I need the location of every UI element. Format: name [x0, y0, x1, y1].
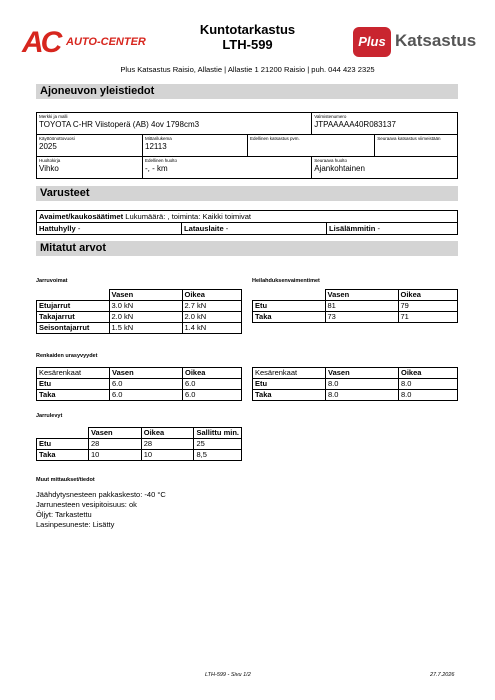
- brakes-cell: 2.7 kN: [182, 301, 242, 312]
- discs-row-label: Etu: [37, 439, 89, 450]
- hat-shelf-value: -: [77, 224, 81, 233]
- shocks-row-label: Taka: [253, 312, 326, 323]
- table-row: [37, 390, 242, 401]
- brakes-header-right: Oikea: [182, 290, 242, 301]
- section-general-heading: Ajoneuvon yleistiedot: [36, 84, 458, 99]
- tread2-cell: 8.0: [326, 379, 399, 390]
- table-row: [37, 301, 242, 312]
- shocks-row-label: Etu: [253, 301, 326, 312]
- discs-cell: 10: [88, 450, 141, 461]
- tread2-cell: 8.0: [399, 390, 458, 401]
- make-model-label: Merkki ja malli: [39, 114, 68, 119]
- table-row: [253, 312, 458, 323]
- auto-center-logo-text: AUTO-CENTER: [66, 36, 146, 48]
- table-row: [253, 390, 458, 401]
- keys-value: Lukumäärä: , toiminta: Kaikki toimivat: [125, 212, 252, 221]
- charger-value: -: [225, 224, 229, 233]
- table-row: [37, 439, 242, 450]
- brakes-cell: 2.0 kN: [109, 312, 182, 323]
- table-row: [37, 312, 242, 323]
- section-equipment-heading: Varusteet: [36, 186, 458, 201]
- tread2-row-label: Etu: [253, 379, 326, 390]
- discs-cell: 25: [194, 439, 242, 450]
- next-service-label: Seuraava huolto: [314, 158, 347, 163]
- prev-service-value: -, - km: [145, 164, 168, 173]
- tread2-row-label: Taka: [253, 390, 326, 401]
- tread2-cell: 8.0: [326, 390, 399, 401]
- auto-center-logo: [22, 26, 152, 62]
- discs-cell: 8,5: [194, 450, 242, 461]
- hat-shelf-cell: [37, 223, 182, 235]
- note-line: Jäähdytysnesteen pakkaskesto: -40 °C: [36, 490, 166, 499]
- table-row: [37, 379, 242, 390]
- tread-header-left: Vasen: [110, 368, 183, 379]
- tread2-header-type: Kesärenkaat: [253, 368, 326, 379]
- general-info-table: [36, 112, 458, 179]
- next-inspection-label: Seuraava katsastus viimeistään: [377, 136, 441, 141]
- service-book-value: Vihko: [39, 164, 59, 173]
- vin-cell: [312, 113, 458, 135]
- page-title: Kuntotarkastus: [199, 22, 296, 37]
- tread-row-label: Etu: [37, 379, 110, 390]
- brakes-row-label: Seisontajarrut: [37, 323, 110, 334]
- heater-cell: [327, 223, 458, 235]
- prev-service-cell: [143, 157, 312, 179]
- tread-table-summer: [36, 367, 242, 401]
- discs-row-label: Taka: [37, 450, 89, 461]
- brakes-cell: 3.0 kN: [109, 301, 182, 312]
- brakes-title: Jarruvoimat: [36, 278, 68, 284]
- keys-label: Avaimet/kaukosäätimet: [39, 212, 124, 221]
- table-row: [253, 379, 458, 390]
- notes-title: Muut mittaukset/tiedot: [36, 477, 95, 483]
- license-plate: LTH-599: [222, 37, 273, 52]
- make-model-cell: [37, 113, 312, 135]
- make-model-value: TOYOTA C-HR Viistoperä (AB) 4ov 1798cm3: [39, 120, 200, 129]
- odometer-value: 12113: [145, 142, 167, 151]
- charger-label: Latauslaite: [184, 224, 224, 233]
- brakes-cell: 1.4 kN: [182, 323, 242, 334]
- first-reg-value: 2025: [39, 142, 57, 151]
- charger-cell: [182, 223, 327, 235]
- shocks-header-left: Vasen: [325, 290, 398, 301]
- plus-badge: Plus: [353, 27, 391, 57]
- tread-cell: 6.0: [183, 390, 242, 401]
- tread2-cell: 8.0: [399, 379, 458, 390]
- tread-header-type: Kesärenkaat: [37, 368, 110, 379]
- heater-value: -: [377, 224, 381, 233]
- discs-header-min: Sallittu min.: [194, 428, 242, 439]
- table-row: [37, 323, 242, 334]
- document-title: [150, 22, 345, 52]
- tread-title: Renkaiden urasyvyydet: [36, 353, 98, 359]
- odometer-label: Mittarilukema: [145, 136, 172, 141]
- keys-cell: [37, 211, 458, 223]
- katsastus-logo-text: Katsastus: [395, 31, 477, 50]
- tread2-header-left: Vasen: [326, 368, 399, 379]
- discs-title: Jarrulevyt: [36, 413, 63, 419]
- company-address: Plus Katsastus Raisio, Allastie | Allastie 1 21200 Raisio | puh. 044 423 2325: [120, 65, 375, 74]
- tread-header-right: Oikea: [183, 368, 242, 379]
- vin-value: JTPAAAAA40R083137: [314, 120, 396, 129]
- auto-center-logo-mark: AC: [22, 26, 60, 59]
- tread2-header-right: Oikea: [399, 368, 458, 379]
- discs-header-right: Oikea: [141, 428, 194, 439]
- shocks-cell: 81: [325, 301, 398, 312]
- heater-label: Lisälämmitin: [329, 224, 376, 233]
- note-line: Lasinpesuneste: Lisätty: [36, 520, 115, 529]
- equipment-table: [36, 210, 458, 235]
- footer-date: 27.7.2026: [430, 672, 455, 678]
- brakes-header-empty: [37, 290, 110, 301]
- discs-header-empty: [37, 428, 89, 439]
- first-reg-label: Käyttöönottovuosi: [39, 136, 75, 141]
- discs-header-left: Vasen: [88, 428, 141, 439]
- service-book-label: Huoltokirja: [39, 158, 61, 163]
- discs-cell: 10: [141, 450, 194, 461]
- discs-cell: 28: [88, 439, 141, 450]
- shocks-title: Heilahduksenvaimentimet: [252, 278, 320, 284]
- shocks-table: [252, 289, 458, 323]
- note-line: Öljyt: Tarkastettu: [36, 510, 92, 519]
- shocks-header-right: Oikea: [398, 290, 458, 301]
- brakes-cell: 2.0 kN: [182, 312, 242, 323]
- vin-label: Valmistenumero: [314, 114, 347, 119]
- brakes-header-left: Vasen: [109, 290, 182, 301]
- next-service-value: Ajankohtainen: [314, 164, 365, 173]
- page-number: LTH-599 - Sivu 1/2: [205, 672, 251, 678]
- service-book-cell: [37, 157, 143, 179]
- prev-service-label: Edellinen huolto: [145, 158, 178, 163]
- next-service-cell: [312, 157, 458, 179]
- discs-cell: 28: [141, 439, 194, 450]
- first-reg-cell: [37, 135, 143, 157]
- tread-cell: 6.0: [110, 390, 183, 401]
- brakes-table: [36, 289, 242, 334]
- shocks-cell: 73: [325, 312, 398, 323]
- tread-table-summer-2: [252, 367, 458, 401]
- brakes-row-label: Etujarrut: [37, 301, 110, 312]
- discs-table: [36, 427, 242, 461]
- odometer-cell: [143, 135, 248, 157]
- brakes-row-label: Takajarrut: [37, 312, 110, 323]
- note-line: Jarrunesteen vesipitoisuus: ok: [36, 500, 137, 509]
- plus-katsastus-logo: [353, 27, 477, 57]
- shocks-header-empty: [253, 290, 326, 301]
- notes-list: [36, 490, 166, 530]
- shocks-cell: 79: [398, 301, 458, 312]
- tread-cell: 6.0: [183, 379, 242, 390]
- shocks-cell: 71: [398, 312, 458, 323]
- tread-cell: 6.0: [110, 379, 183, 390]
- next-inspection-cell: [375, 135, 458, 157]
- prev-inspection-label: Edellinen katsastus pvm.: [250, 136, 300, 141]
- table-row: [253, 301, 458, 312]
- prev-inspection-cell: [248, 135, 375, 157]
- brakes-cell: 1.5 kN: [109, 323, 182, 334]
- table-row: [37, 450, 242, 461]
- hat-shelf-label: Hattuhylly: [39, 224, 76, 233]
- section-measurements-heading: Mitatut arvot: [36, 241, 458, 256]
- tread-row-label: Taka: [37, 390, 110, 401]
